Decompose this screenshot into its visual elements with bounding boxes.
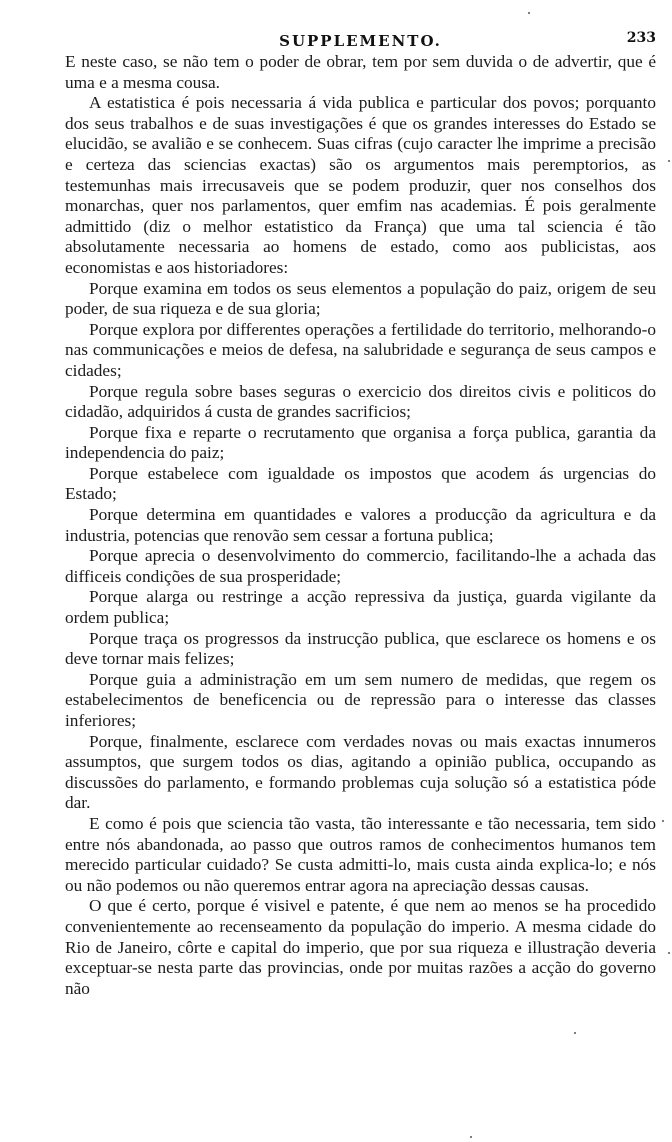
- page-number: 233: [626, 30, 656, 46]
- running-title: SUPPLEMENTO.: [279, 32, 442, 50]
- scan-speck: [528, 12, 530, 14]
- paragraph-porque-recruitment: Porque fixa e reparte o recrutamento que organisa a força publica, garantia da independencia do paiz;: [65, 422, 656, 463]
- paragraph-porque-territory: Porque explora por differentes operações a fertilidade do territorio, melhorando-o nas communicações e meios de defesa, na salubridade e segurança de seus campos e cidades;: [65, 319, 656, 380]
- paragraph-statistics-necessity: A estatistica é pois necessaria á vida publica e particular dos povos; porquanto dos seus trabalhos e de suas investigações é que os grandes interesses do Estado se elucidão, se avalião e se conhecem. Suas cifras (cujo caracter lhe imprime a precisão e certeza das sciencias exactas) são os argumentos mais peremptorios, as testemunhas mais irrecusaveis que se podem produzir, quer nos conselhos dos monarchas, quer nos parlamentos, quer emfim nas academias. É pois geralmente admittido (diz o melhor estatistico da França) que uma tal sciencia é tão absolutamente necessaria ao homens de estado, como aos publicistas, aos economistas e aos historiadores:: [65, 93, 656, 277]
- running-head: [65, 30, 656, 52]
- scan-speck: [470, 1136, 472, 1138]
- paragraph-porque-population: Porque examina em todos os seus elementos a população do paiz, origem de seu poder, de sua riqueza e de sua gloria;: [65, 278, 656, 319]
- scan-speck: [574, 1032, 576, 1034]
- paragraph-porque-justice: Porque alarga ou restringe a acção repressiva da justiça, guarda vigilante da ordem publica;: [65, 587, 656, 628]
- paragraph-porque-commerce: Porque aprecia o desenvolvimento do commercio, facilitando-lhe a achada das difficeis condições de sua prosperidade;: [65, 546, 656, 586]
- scan-speck: [668, 160, 670, 162]
- paragraph-porque-production: Porque determina em quantidades e valores a producção da agricultura e da industria, potencias que renovão sem cessar a fortuna publica;: [65, 505, 656, 545]
- paragraph-census: O que é certo, porque é visivel e patente, é que nem ao menos se ha procedido convenientemente ao recenseamento da população do imperio. A mesma cidade do Rio de Janeiro, côrte e capital do imperio, que por sua riqueza e illustração deveria exceptuar-se nesta parte das provincias, onde por muitas razões a acção do governo não: [65, 896, 656, 998]
- paragraph-porque-instruction: Porque traça os progressos da instrucção publica, que esclarece os homens e os deve tornar mais felizes;: [65, 628, 656, 669]
- paragraph-science-abandoned: E como é pois que sciencia tão vasta, tão interessante e tão necessaria, tem sido entre nós abandonada, ao passo que outros ramos de conhecimentos humanos tem merecido particular cuidado? Se custa admitti-lo, mais custa ainda explica-lo; e nós ou não podemos ou não queremos entrar agora na apreciação dessas causas.: [65, 813, 656, 895]
- paragraph-porque-finally: Porque, finalmente, esclarece com verdades novas ou mais exactas innumeros assumptos, que surgem todos os dias, agitando a opinião publica, occupando as discussões do parlamento, e formando problemas cuja solução só a estatistica póde dar.: [65, 731, 656, 813]
- scan-speck: [662, 820, 664, 822]
- body-text: [65, 52, 656, 999]
- scan-speck: [668, 952, 670, 954]
- paragraph-continued: E neste caso, se não tem o poder de obrar, tem por sem duvida o de advertir, que é uma e a mesma cousa.: [65, 52, 656, 92]
- paragraph-porque-administration: Porque guia a administração em um sem numero de medidas, que regem os estabelecimentos de beneficencia ou de repressão para o interesse das classes inferiores;: [65, 669, 656, 730]
- paragraph-porque-taxes: Porque estabelece com igualdade os impostos que acodem ás urgencias do Estado;: [65, 463, 656, 504]
- paragraph-porque-civil-rights: Porque regula sobre bases seguras o exercicio dos direitos civis e politicos do cidadão, adquiridos á custa de grandes sacrificios;: [65, 381, 656, 422]
- book-page: [65, 30, 656, 999]
